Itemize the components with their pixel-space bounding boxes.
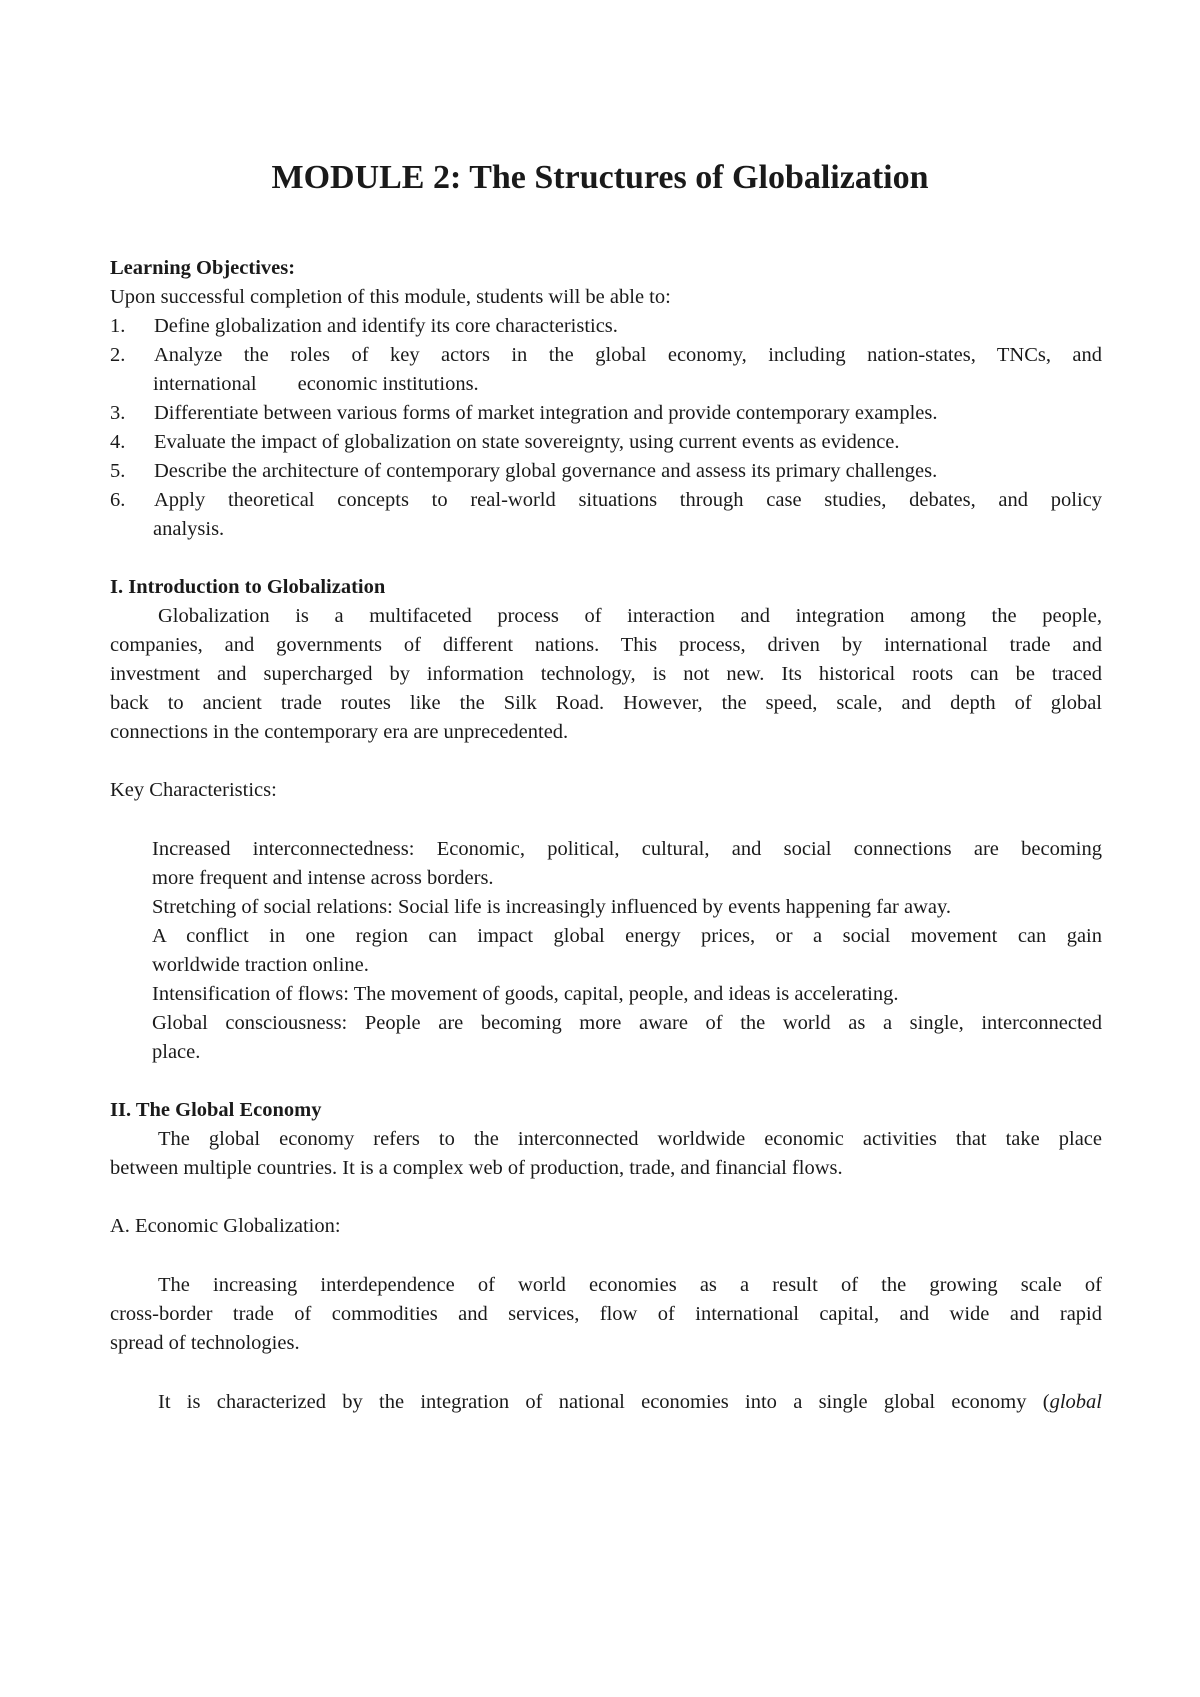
objective-item xyxy=(110,341,1102,369)
objective-item xyxy=(110,399,1102,427)
objective-number: 2. xyxy=(110,344,126,366)
paragraph-line: companies, and governments of different nations. This process, driven by international trade and xyxy=(110,634,1102,656)
objective-number: 1. xyxy=(110,315,126,337)
paragraph-line: back to ancient trade routes like the Silk Road. However, the speed, scale, and depth of global xyxy=(110,692,1102,714)
characteristic-line: Stretching of social relations: Social life is increasingly influenced by events happening far away. xyxy=(152,896,952,918)
objectives-intro: Upon successful completion of this module, students will be able to: xyxy=(110,286,671,308)
paragraph-line: cross-border trade of commodities and services, flow of international capital, and wide and rapid xyxy=(110,1303,1102,1325)
subsection-heading: A. Economic Globalization: xyxy=(110,1215,341,1237)
characteristic-line: place. xyxy=(152,1041,201,1063)
key-characteristics-heading: Key Characteristics: xyxy=(110,779,277,801)
objective-item xyxy=(110,486,1102,514)
objective-text: Differentiate between various forms of market integration and provide contemporary examples. xyxy=(154,402,938,424)
paragraph-line: The increasing interdependence of world economies as a result of the growing scale of xyxy=(158,1274,1102,1296)
objective-item xyxy=(110,312,1102,340)
objective-text: Evaluate the impact of globalization on state sovereignty, using current events as evidence. xyxy=(154,431,900,453)
objective-text-continued: international economic institutions. xyxy=(153,373,479,395)
paragraph-line: between multiple countries. It is a complex web of production, trade, and financial flows. xyxy=(110,1157,843,1179)
objective-text: Analyze the roles of key actors in the global economy, including nation-states, TNCs, and xyxy=(154,344,1102,366)
characteristic-line: more frequent and intense across borders. xyxy=(152,867,494,889)
paragraph-line: spread of technologies. xyxy=(110,1332,300,1354)
paragraph-line: The global economy refers to the interconnected worldwide economic activities that take place xyxy=(158,1128,1102,1150)
italic-term: global xyxy=(1049,1391,1102,1413)
objective-text: Apply theoretical concepts to real-world situations through case studies, debates, and policy xyxy=(154,489,1102,511)
objective-text-continued: analysis. xyxy=(153,518,225,540)
characteristic-line: Increased interconnectedness: Economic, political, cultural, and social connections are becoming xyxy=(152,838,1102,860)
objectives-heading: Learning Objectives: xyxy=(110,257,296,279)
characteristic-line: Global consciousness: People are becoming more aware of the world as a single, interconnected xyxy=(152,1012,1102,1034)
page-title: MODULE 2: The Structures of Globalization xyxy=(271,159,929,196)
objective-number: 3. xyxy=(110,402,126,424)
section-heading: I. Introduction to Globalization xyxy=(110,576,386,598)
paragraph-line: investment and supercharged by information technology, is not new. Its historical roots can be traced xyxy=(110,663,1102,685)
objective-item xyxy=(110,457,1102,485)
objective-number: 5. xyxy=(110,460,126,482)
characteristic-line: Intensification of flows: The movement of goods, capital, people, and ideas is accelerating. xyxy=(152,983,899,1005)
paragraph-line: connections in the contemporary era are unprecedented. xyxy=(110,721,569,743)
objective-text: Define globalization and identify its core characteristics. xyxy=(154,315,618,337)
characteristic-line: A conflict in one region can impact global energy prices, or a social movement can gain xyxy=(152,925,1102,947)
characteristic-line: worldwide traction online. xyxy=(152,954,369,976)
objective-text: Describe the architecture of contemporary global governance and assess its primary challenges. xyxy=(154,460,938,482)
objective-number: 6. xyxy=(110,489,126,511)
paragraph-line xyxy=(110,1388,1102,1416)
objective-item xyxy=(110,428,1102,456)
paragraph-text: It is characterized by the integration of national economies into a single global economy ( xyxy=(158,1391,1050,1413)
paragraph-line: Globalization is a multifaceted process of interaction and integration among the people, xyxy=(158,605,1102,627)
section-heading: II. The Global Economy xyxy=(110,1099,322,1121)
objective-number: 4. xyxy=(110,431,126,453)
